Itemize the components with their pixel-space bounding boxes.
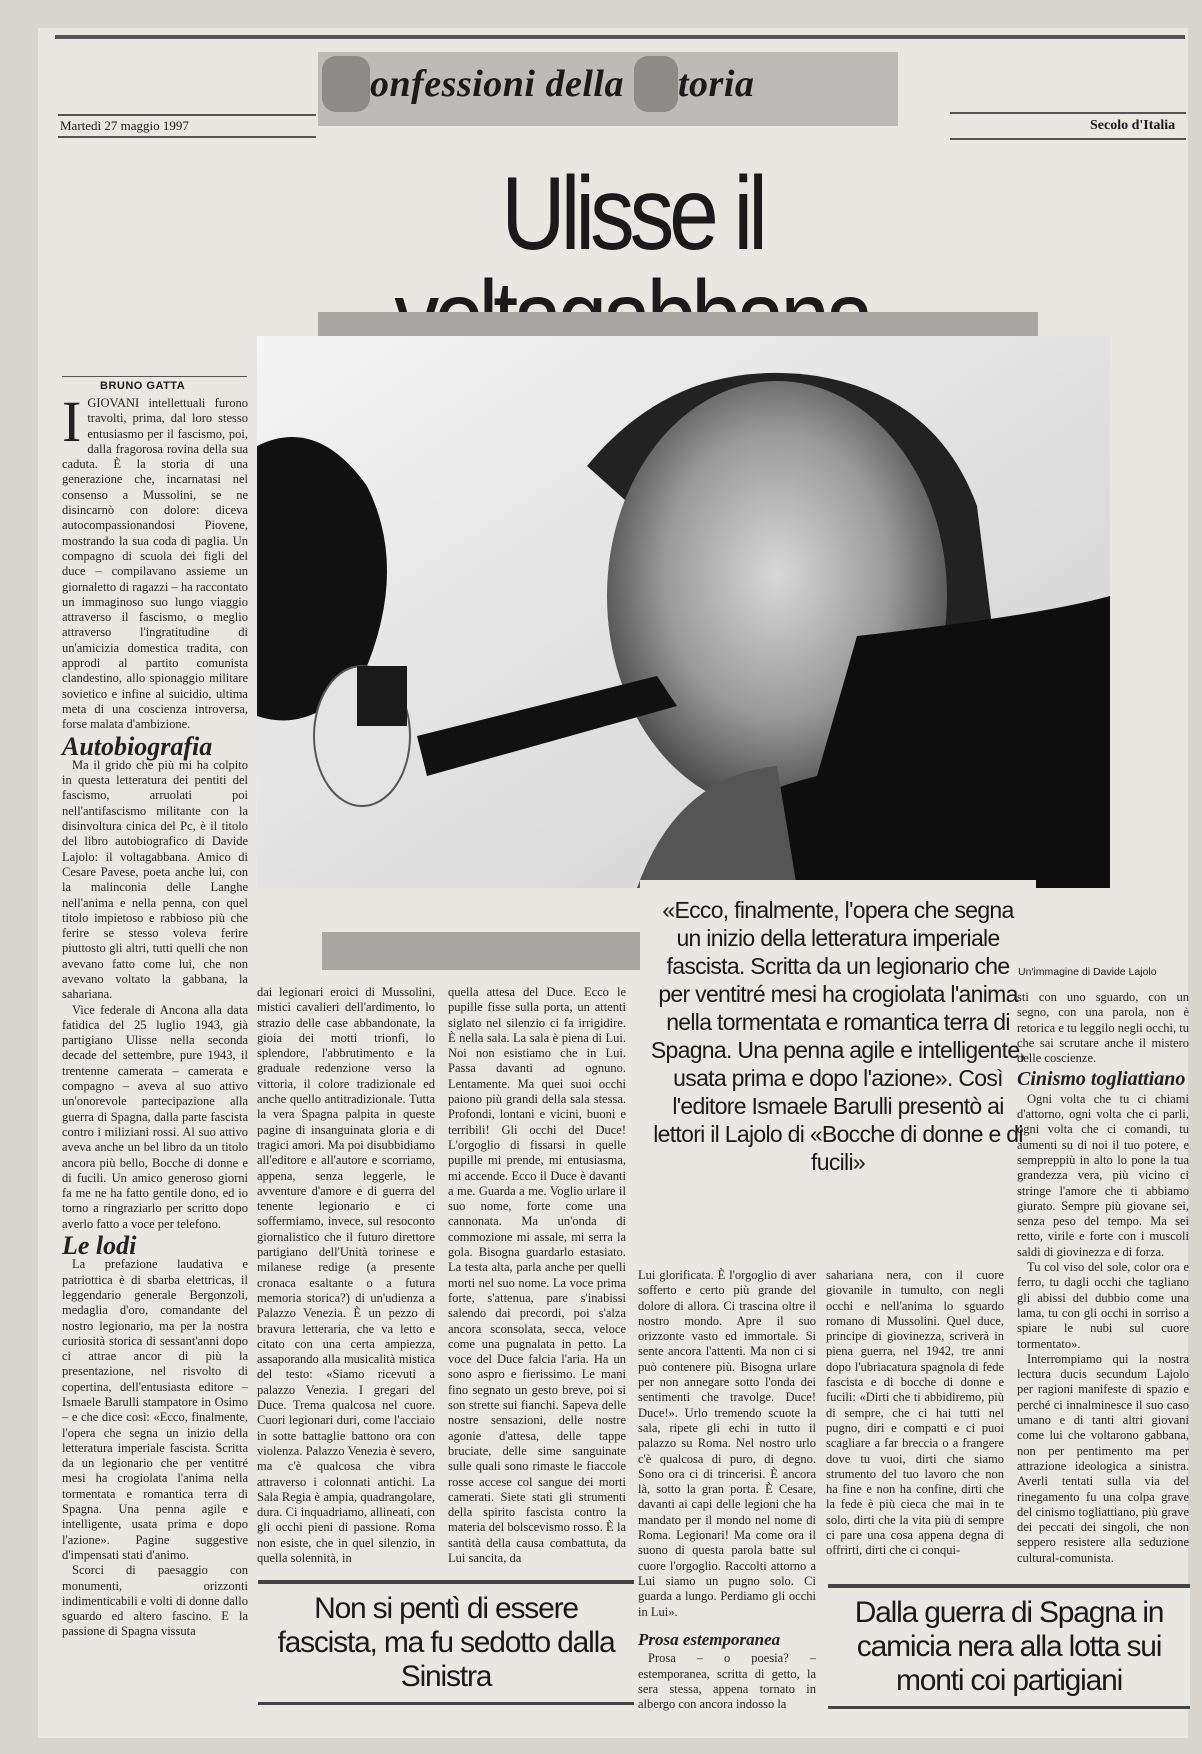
top-rule <box>55 35 1185 39</box>
paragraph: sahariana nera, con il cuore giovanile in tumulto, con negli occhi e nell'anima lo sguardo romano di Mussolini. Quel duce, principe di giovinezza, scriverà in piena guerra, nel 1942, tre anni dopo l'ubriacatura spagnola di fede fascista e di bocche di donne e fucili: «Dirti che ti abbidiremo, più di sempre, che ci hai tutti nel pugno, diri e compatti e ci puoi scagliare a far breccia o a frangere dove tu vuoi, dirti che siamo strumento del tuo lavoro che non ha fine e non ha confine, dirti che la fede è più cieca che mai in te solo, dirti che la vita più di sempre ci pare una cosa appena degna di offrirti, dirti che ci conqui- <box>826 1268 1004 1558</box>
pull-box-left: Non si pentì di essere fascista, ma fu sedotto dalla Sinistra <box>258 1580 634 1705</box>
paragraph: La prefazione laudativa e patriottica è di sbarba elettricas, il leggendario generale Bergonzoli, medaglia d'oro, comandante del nostro legionario, ma per la nostra curiosità storica di sessant'anni dopo ci attrae ancor di più la presentazione, nel risvolto di copertina, dell'entusiasta editore – Ismaele Barulli stampatore in Osimo – e che dice così: «Ecco, finalmente, l'opera che segna un inizio della letteratura imperiale fascista. Scritta da un legionario che per ventitré mesi ha crogiolata l'anima nella tormentata e romantica terra di Spagna. Una penna agile e intelligente, usata prima e dopo l'azione». Pagine suggestive d'impensati stati d'animo. <box>62 1257 248 1562</box>
paragraph: quella attesa del Duce. Ecco le pupille fisse sulla porta, un attenti siglato nel silenzio ci fa irrigidire. È nella sala. La sala è piena di Lui. Noi non esistiamo che in Lui. Passa davanti ad ognuno. Lentamente. Ma quei suoi occhi paiono più grandi della sala stessa. Profondi, lontani e vicini, buoni e terribili! Gli occhi del Duce! L'orgoglio di fissarsi in quelle pupille mi prende, mi entusiasma, mi accende. Ecco il Duce è davanti a me. Guarda a me. Voglio urlare il suo nome, forte come una cannonata. Ma un'onda di commozione mi assale, mi serra la gola. Bisogna guardarlo estasiato. La testa alta, parla anche per quelli morti nel suo nome. La voce prima forte, s'attenua, pare s'inabissi salendo dai precordi, poi s'alza ancora sconsolata, secca, veloce come una pugnalata in petto. La voce del Duce falcia l'aria. Ha un sono aspro e fierissimo. Le mani fino segnato un gesto breve, poi si son strette sui fianchi. Sapeva delle nostre sensazioni, delle nostre agonie d'attesa, delle tappe bruciate, delle sime sanguinate sulle quali sono rimaste le fiaccole rosse accese col sangue dei morti camerati. Siete stati gli strumenti della spirito fascista contro la materia del bolscevismo rosso. È la santità della causa combattuta, da Lui sancita, da <box>448 985 626 1565</box>
portrait-photo <box>257 336 1110 888</box>
paragraph: Lui glorificata. È l'orgoglio di aver sofferto e certo più grande del dolore di allora. Ci trascina oltre il nostro mondo. Apre il suo orizzonte vasto ed immortale. Si sente ancora l'attenti. Ma non ci si può contenere più. Bisogna urlare per non annegare sotto l'onda dei sentimenti che travolge. Duce! Duce!». Urlo tremendo scuote la sala, ripete gli echi in tutto il palazzo su Roma. Nel nostro urlo c'è qualcosa di puro, di degno. Sono ora ci di trincerisi. È ancora là, sotto la gran porta. È Cesare, davanti ai capi delle legioni che ha mandato per il mondo nel nome di Roma. Legionari! Ma come ora il suono di questa parola batte sul cuore l'orgoglio. Raccolti attorno a Lui siamo un pugno solo. Ci guarda a lungo. Perdiamo gli occhi in Lui». <box>638 1268 816 1619</box>
photo-band <box>322 932 640 970</box>
article-column-5 <box>826 1268 1004 1559</box>
date-rule-bottom <box>58 136 316 138</box>
drop-cap: I <box>62 389 82 454</box>
paragraph: Ogni volta che tu ci chiami d'attorno, ogni volta che ci parli, ogni volta che ci comandi, tu aumenti su di noi il tuo potere, e sempreppiù in alto lo pone la tua grandezza vera, più vicino ci stringe l'amore che ti abbiamo giurato. Sempre più giovane sei, senza peso del tempo. Ma sei retto, virile e forte con i muscoli saldi di giovinezza e di forza. <box>1017 1091 1189 1259</box>
series-title-part1: onfessioni della <box>370 63 634 105</box>
headline: Ulisse il <box>501 156 763 272</box>
paragraph: Ma il grido che più mi ha colpito in questa letteratura dei pentiti del fascismo, arruolati poi nell'antifascismo militante con la disinvoltura cinica del Pc, è il titolo del libro autobiografico di Davide Lajolo: il voltagabbana. Amico di Cesare Pavese, poeta anche lui, con la malinconia delle Langhe nell'anima e nella penna, con quel titolo impietoso e rabbioso più che ferire se stesso voleva ferire piuttosto gli altri, tutti quelli che non avevano fatto come lui, che non avevano voltato la gabbana, la sahariana. <box>62 757 248 1002</box>
series-cap-s: S <box>634 56 678 112</box>
date-line: Martedì 27 maggio 1997 <box>60 118 189 133</box>
subhead-prosa: Prosa estemporanea <box>638 1630 781 1649</box>
subhead-cinismo: Cinismo togliattiano <box>1017 1068 1186 1091</box>
series-title-part2: toria <box>677 63 755 105</box>
newspaper-name: Secolo d'Italia <box>1090 118 1176 133</box>
series-cap-c: C <box>322 56 370 112</box>
portrait-image <box>257 336 1110 888</box>
pull-quote: «Ecco, finalmente, l'opera che segna un inizio della letteratura imperiale fascista. Scritta da un legionario che per ventitré mesi ha crogiolata l'anima nella tormentata e romantica terra di Spagna. Una penna agile e intelligente, usata prima e dopo l'azione». Così l'editore Ismaele Barulli presentò ai lettori il Lajolo di «Bocche di donne e di fucili» <box>640 880 1036 1182</box>
subhead-le-lodi: Le lodi <box>62 1231 137 1261</box>
paper-rule-bottom <box>950 138 1186 140</box>
series-title <box>322 44 892 124</box>
paper-rule-top <box>950 112 1186 114</box>
paragraph: Scorci di paesaggio con monumenti, orizzonti indimenticabili e volti di donne dallo sguardo ed altero fascino. E la passione di Spagna vissuta <box>62 1563 248 1639</box>
article-column-3 <box>448 985 626 1566</box>
date-rule-top <box>58 114 316 116</box>
photo-caption: Un'immagine di Davide Lajolo <box>1018 966 1157 978</box>
byline-rule <box>62 376 247 377</box>
article-column-4-tail <box>638 1626 816 1712</box>
subhead-autobiografia: Autobiografia <box>62 731 213 761</box>
article-column-1 <box>62 389 248 1640</box>
byline: BRUNO GATTA <box>100 380 186 392</box>
paragraph: Prosa – o poesia? – estemporanea, scritta di getto, la sera stessa, appena tornato in albergo con ancora indosso la <box>638 1651 816 1712</box>
paragraph: Vice federale di Ancona alla data fatidica del 25 luglio 1943, già partigiano Ulisse nella seconda decade del settembre, pure 1943, il trentenne camerata – camerata e compagno – aveva al suo attivo un'onorevole partecipazione alla guerra di Spagna, dalla parte fascista contro i miliziani rossi. Al suo attivo aveva anche un bel libro da un titolo ancora più bello, Bocche di donne e di fucili. Un amico generoso giorni fa me ne ha fatto gentile dono, ed io torno a ringraziarlo per scritto dopo averlo fatto a voce per telefono. <box>62 1002 248 1231</box>
paragraph: dai legionari eroici di Mussolini, mistici cavalieri dell'ardimento, lo strazio delle case abbandonate, la gioia dei motti trionfi, lo splendore, l'abbrutimento e la graduale redenzione verso la vittoria, il colore tradizionale ed anche quello antitradizionale. Tutta la vera Spagna palpita in queste pagine di insanguinata gloria e di tragici amori. Ma poi disubbidiamo all'editore e all'autore e scorriamo, appena, senza leggerle, le avventure d'amore e di guerra del tenente legionario e ci soffermiamo, invece, sul resoconto giornalistico che il futuro direttore partigiano dell'Unità torinese e milanese redige (a presente cronaca esaltante o a futura memoria storica?) di un'udienza a Palazzo Venezia. È un pezzo di bravura letteraria, che va letto e citato con una certa ampiezza, assaporando alla musicalità mistica del testo: «Siamo ricevuti a palazzo Venezia. I gregari del Duce. Trema qualcosa nel cuore. Cuori legionari duri, come l'acciaio in sotte battaglie battono ora con violenza. Palazzo Venezia è severo, ma c'è qualcosa che vibra attraverso i colonnati antichi. La Sala Regia è ampia, quadrangolare, dura. Ci inquadriamo, allineati, con gli occhi pieni di passione. Roma non esiste, che in quel silenzio, in quella solennità, in <box>257 985 435 1565</box>
headline-band <box>318 312 1038 338</box>
paragraph: sti con uno sguardo, con un segno, con una parola, non è retorica e tu leggilo negli occhi, tu che sai scrutare anche il mistero delle coscienze. <box>1017 990 1189 1066</box>
article-column-2 <box>257 985 435 1566</box>
paragraph: Tu col viso del sole, color ora e ferro, tu dagli occhi che tagliano gli abissi del dubbio come una lama, tu con gli occhi in sorriso a spiare le nubi sul cuore tormentato». <box>1017 1260 1189 1351</box>
lead-paragraph: GIOVANI intellettuali furono travolti, prima, dal loro stesso entusiasmo per il fascismo, poi, dalla fragorosa rovina della sua caduta. È la storia di una generazione che, incarnatasi nel consenso a Mussolini, se ne disincarnò con dolore: diceva autocompassionandosi Piovene, mostrando la sua coda di paglia. Un compagno di scuola dei figli del duce – compilavano assieme un giornaletto di ragazzi – ha raccontato un immaginoso suo lungo viaggio attraverso il fascismo, o meglio attraverso l'ingratitudine di un'amicizia domestica tradita, con approdi al partito comunista clandestino, allo spionaggio militare sovietico e infine al suicidio, ultima meta di una coscienza introversa, forse malata d'ambizione. <box>62 396 248 732</box>
paragraph: Interrompiamo qui la nostra lectura ducis secundum Lajolo per ragioni manifeste di spazio e perché ci innalminesce il suo caso umano e di tanti altri giovani come lui che voltarono gabbana, non per pentimento ma per attrazione ideologica a sinistra. Averli tentati sulla via del rinegamento fu una colpa grave del cinismo togliattiano, più grave dei peccati dei singoli, che non seppero resistere alla seduzione cultural-comunista. <box>1017 1351 1189 1565</box>
pull-box-right: Dalla guerra di Spagna in camicia nera alla lotta sui monti coi partigiani <box>828 1584 1190 1709</box>
article-column-4 <box>638 1268 816 1620</box>
article-column-6 <box>1017 990 1189 1566</box>
